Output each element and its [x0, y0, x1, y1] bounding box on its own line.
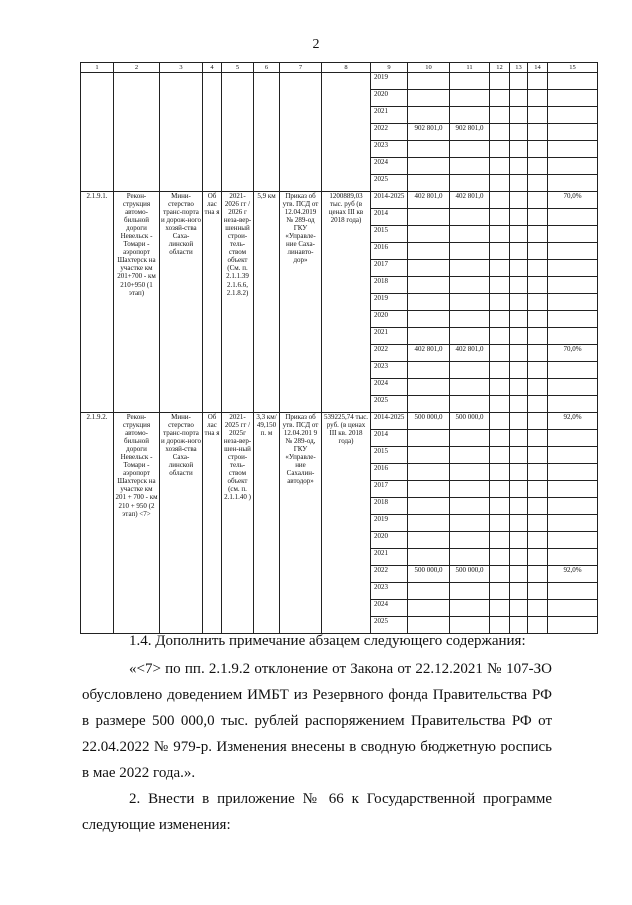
responsible-org: Мини-стерство транс-порта и дорож-ного хозяй-ства Саха-линской области — [160, 413, 203, 634]
empty-cell — [490, 209, 510, 226]
value-cell — [408, 209, 450, 226]
empty-cell — [490, 328, 510, 345]
value-cell — [450, 362, 490, 379]
year-cell: 2022 — [371, 345, 408, 362]
value-cell — [408, 430, 450, 447]
year-cell: 2023 — [371, 362, 408, 379]
percent-cell — [548, 396, 598, 413]
year-cell: 2021 — [371, 549, 408, 566]
value-cell: 402 801,0 — [408, 192, 450, 209]
value-cell — [408, 243, 450, 260]
percent-cell: 92,0% — [548, 566, 598, 583]
percent-cell: 70,0% — [548, 345, 598, 362]
year-cell: 2021 — [371, 107, 408, 124]
empty-cell — [510, 73, 528, 90]
header-row — [81, 63, 598, 73]
value-cell — [450, 447, 490, 464]
year-cell: 2020 — [371, 311, 408, 328]
value-cell — [408, 515, 450, 532]
empty-cell — [528, 430, 548, 447]
empty-cell — [528, 481, 548, 498]
value-cell — [450, 600, 490, 617]
header-cell: 3 — [160, 63, 203, 73]
value-cell — [450, 515, 490, 532]
year-cell: 2014 — [371, 209, 408, 226]
table-row — [81, 413, 598, 430]
percent-cell — [548, 260, 598, 277]
empty-cell — [528, 532, 548, 549]
value-cell — [450, 294, 490, 311]
approval-document: Приказ об утв. ПСД от 12.04.201 9 № 289-од, ГКУ «Управле-ние Сахалин-автодор» — [280, 413, 322, 634]
year-cell: 2018 — [371, 277, 408, 294]
empty-cell — [490, 481, 510, 498]
value-cell — [408, 600, 450, 617]
empty-cell — [528, 362, 548, 379]
empty-cell — [510, 328, 528, 345]
percent-cell: 92,0% — [548, 413, 598, 430]
value-cell — [450, 73, 490, 90]
percent-cell — [548, 294, 598, 311]
value-cell — [450, 90, 490, 107]
ownership-level: Об лас тна я — [203, 192, 222, 413]
construction-period: 2021-2026 гг / 2026 г незa-вер-шенный строи-тель-ством объект (См. п. 2.1.1.39 2.1.6.6, 2.1.8.2) — [222, 192, 254, 413]
value-cell — [408, 311, 450, 328]
empty-cell — [528, 464, 548, 481]
year-cell: 2019 — [371, 515, 408, 532]
empty-cell — [510, 379, 528, 396]
empty-cell — [528, 379, 548, 396]
table-row — [81, 73, 598, 90]
value-cell: 500 000,0 — [450, 413, 490, 430]
percent-cell — [548, 515, 598, 532]
header-cell: 15 — [548, 63, 598, 73]
value-cell — [408, 260, 450, 277]
estimated-cost: 539225,74 тыс. руб. (в ценах III кв. 2018 года) — [322, 413, 371, 634]
empty-cell — [490, 600, 510, 617]
year-cell: 2020 — [371, 532, 408, 549]
empty-cell — [510, 515, 528, 532]
value-cell — [408, 328, 450, 345]
header-cell: 1 — [81, 63, 114, 73]
empty-cell — [490, 192, 510, 209]
value-cell: 402 801,0 — [450, 192, 490, 209]
percent-cell — [548, 328, 598, 345]
empty-cell — [510, 583, 528, 600]
empty-cell — [528, 260, 548, 277]
item-number: 2.1.9.1. — [81, 192, 114, 413]
value-cell — [408, 498, 450, 515]
empty-cell — [490, 90, 510, 107]
value-cell — [408, 107, 450, 124]
empty-cell — [528, 549, 548, 566]
empty-cell — [490, 515, 510, 532]
header-cell: 4 — [203, 63, 222, 73]
value-cell — [408, 532, 450, 549]
year-cell: 2022 — [371, 124, 408, 141]
value-cell — [408, 175, 450, 192]
value-cell: 402 801,0 — [450, 345, 490, 362]
year-cell: 2019 — [371, 73, 408, 90]
paragraph-1-4: 1.4. Дополнить примечание абзацем следующего содержания: — [129, 633, 526, 649]
empty-cell — [490, 532, 510, 549]
empty-cell — [490, 464, 510, 481]
value-cell — [408, 226, 450, 243]
percent-cell — [548, 362, 598, 379]
empty-cell — [528, 158, 548, 175]
empty-cell — [528, 447, 548, 464]
value-cell — [450, 311, 490, 328]
percent-cell — [548, 107, 598, 124]
value-cell — [450, 396, 490, 413]
empty-cell — [510, 447, 528, 464]
cont-cell — [222, 73, 254, 192]
header-cell: 11 — [450, 63, 490, 73]
object-name: Рекон-струкция автомо-бильной дороги Невельск - Томари - аэропорт Шахтерск на участке км 201 + 700 - км 210 + 950 (2 этап) <7> — [114, 413, 160, 634]
empty-cell — [490, 549, 510, 566]
table-row — [81, 192, 598, 209]
cont-cell — [322, 73, 371, 192]
empty-cell — [510, 294, 528, 311]
value-cell — [408, 583, 450, 600]
empty-cell — [510, 260, 528, 277]
percent-cell — [548, 379, 598, 396]
empty-cell — [528, 175, 548, 192]
percent-cell: 70,0% — [548, 192, 598, 209]
value-cell: 500 000,0 — [408, 566, 450, 583]
empty-cell — [528, 396, 548, 413]
empty-cell — [510, 362, 528, 379]
value-cell — [450, 243, 490, 260]
year-cell: 2025 — [371, 396, 408, 413]
empty-cell — [528, 583, 548, 600]
empty-cell — [490, 158, 510, 175]
empty-cell — [510, 124, 528, 141]
page-number: 2 — [312, 37, 320, 52]
empty-cell — [510, 481, 528, 498]
value-cell — [408, 277, 450, 294]
value-cell — [450, 583, 490, 600]
empty-cell — [490, 260, 510, 277]
empty-cell — [510, 566, 528, 583]
year-cell: 2016 — [371, 243, 408, 260]
empty-cell — [510, 158, 528, 175]
year-cell: 2015 — [371, 447, 408, 464]
value-cell — [450, 379, 490, 396]
empty-cell — [510, 532, 528, 549]
year-cell: 2023 — [371, 141, 408, 158]
year-cell: 2014-2025 — [371, 413, 408, 430]
year-cell: 2015 — [371, 226, 408, 243]
empty-cell — [510, 175, 528, 192]
value-cell — [450, 498, 490, 515]
value-cell: 500 000,0 — [408, 413, 450, 430]
value-cell — [450, 175, 490, 192]
year-cell: 2022 — [371, 566, 408, 583]
empty-cell — [490, 396, 510, 413]
percent-cell — [548, 481, 598, 498]
empty-cell — [490, 345, 510, 362]
year-cell: 2020 — [371, 90, 408, 107]
value-cell — [450, 107, 490, 124]
percent-cell — [548, 447, 598, 464]
value-cell — [450, 141, 490, 158]
header-cell: 14 — [528, 63, 548, 73]
construction-period: 2021-2025 гг / 2025г неза-вер-шен-ный строи-тель-ством объект (см. п. 2.1.1.40 ) — [222, 413, 254, 634]
percent-cell — [548, 583, 598, 600]
empty-cell — [490, 294, 510, 311]
cont-cell — [81, 73, 114, 192]
empty-cell — [490, 379, 510, 396]
empty-cell — [528, 600, 548, 617]
percent-cell — [548, 226, 598, 243]
year-cell: 2018 — [371, 498, 408, 515]
value-cell — [450, 260, 490, 277]
year-cell: 2017 — [371, 481, 408, 498]
year-cell: 2016 — [371, 464, 408, 481]
empty-cell — [490, 243, 510, 260]
value-cell — [408, 549, 450, 566]
estimated-cost: 1200889,03 тыс. руб (в ценах III кв 2018 года) — [322, 192, 371, 413]
empty-cell — [510, 413, 528, 430]
value-cell: 500 000,0 — [450, 566, 490, 583]
empty-cell — [490, 277, 510, 294]
cont-cell — [254, 73, 280, 192]
empty-cell — [510, 345, 528, 362]
cont-cell — [280, 73, 322, 192]
header-cell: 12 — [490, 63, 510, 73]
empty-cell — [490, 362, 510, 379]
header-cell: 6 — [254, 63, 280, 73]
percent-cell — [548, 90, 598, 107]
empty-cell — [490, 498, 510, 515]
empty-cell — [490, 124, 510, 141]
value-cell — [408, 447, 450, 464]
paragraph-2: 2. Внести в приложение № 66 к Государственной программе следующие изменения: — [82, 791, 552, 833]
empty-cell — [510, 311, 528, 328]
empty-cell — [490, 583, 510, 600]
empty-cell — [510, 600, 528, 617]
empty-cell — [490, 107, 510, 124]
empty-cell — [490, 447, 510, 464]
responsible-org: Мини-стерство транс-порта и дорож-ного хозяй-ства Саха-линской области — [160, 192, 203, 413]
empty-cell — [528, 311, 548, 328]
paragraph-note-7: «<7> по пп. 2.1.9.2 отклонение от Закона от 22.12.2021 № 107-ЗО обусловлено доведением ИМБТ из Резервного фонда Правительства РФ в размере 500 000,0 тыс. рублей распоряжением Правительства РФ от 22.04.2022 № 979-р. Изменения внесены в сводную бюджетную роспись в мае 2022 года.». — [82, 661, 552, 781]
percent-cell — [548, 464, 598, 481]
empty-cell — [510, 277, 528, 294]
percent-cell — [548, 243, 598, 260]
percent-cell — [548, 141, 598, 158]
empty-cell — [490, 175, 510, 192]
year-cell: 2024 — [371, 158, 408, 175]
empty-cell — [528, 73, 548, 90]
percent-cell — [548, 175, 598, 192]
year-cell: 2014-2025 — [371, 192, 408, 209]
empty-cell — [528, 107, 548, 124]
percent-cell — [548, 498, 598, 515]
empty-cell — [528, 277, 548, 294]
percent-cell — [548, 549, 598, 566]
value-cell — [408, 362, 450, 379]
value-cell — [408, 294, 450, 311]
empty-cell — [528, 141, 548, 158]
percent-cell — [548, 311, 598, 328]
empty-cell — [528, 515, 548, 532]
ownership-level: Об лас тна я — [203, 413, 222, 634]
value-cell — [408, 379, 450, 396]
value-cell — [450, 277, 490, 294]
year-cell: 2021 — [371, 328, 408, 345]
empty-cell — [528, 124, 548, 141]
empty-cell — [528, 226, 548, 243]
empty-cell — [490, 141, 510, 158]
cont-cell — [114, 73, 160, 192]
empty-cell — [510, 209, 528, 226]
header-cell: 2 — [114, 63, 160, 73]
value-cell — [450, 532, 490, 549]
value-cell — [450, 481, 490, 498]
empty-cell — [490, 311, 510, 328]
cont-cell — [160, 73, 203, 192]
program-table — [80, 62, 598, 634]
cont-cell — [203, 73, 222, 192]
year-cell: 2024 — [371, 379, 408, 396]
empty-cell — [490, 226, 510, 243]
empty-cell — [528, 498, 548, 515]
value-cell — [450, 226, 490, 243]
value-cell — [450, 328, 490, 345]
empty-cell — [528, 192, 548, 209]
item-number: 2.1.9.2. — [81, 413, 114, 634]
percent-cell — [548, 430, 598, 447]
year-cell: 2017 — [371, 260, 408, 277]
percent-cell — [548, 277, 598, 294]
empty-cell — [490, 73, 510, 90]
empty-cell — [528, 90, 548, 107]
empty-cell — [510, 226, 528, 243]
empty-cell — [510, 90, 528, 107]
empty-cell — [528, 413, 548, 430]
value-cell — [450, 430, 490, 447]
year-cell: 2023 — [371, 583, 408, 600]
year-cell: 2025 — [371, 175, 408, 192]
percent-cell — [548, 124, 598, 141]
year-cell: 2025 — [371, 617, 408, 634]
empty-cell — [510, 396, 528, 413]
object-name: Рекон-струкция автомо-бильной дороги Невельск - Томари - аэропорт Шахтерск на участке км 201+700 - км 210+950 (1 этап) — [114, 192, 160, 413]
empty-cell — [528, 345, 548, 362]
percent-cell — [548, 600, 598, 617]
empty-cell — [510, 430, 528, 447]
percent-cell — [548, 532, 598, 549]
approval-document: Приказ об утв. ПСД от 12.04.2019 № 289-од ГКУ «Управле-ние Саха-линавто-дор» — [280, 192, 322, 413]
header-cell: 10 — [408, 63, 450, 73]
value-cell: 902 801,0 — [408, 124, 450, 141]
capacity: 3,3 км/ 49,150 п. м — [254, 413, 280, 634]
empty-cell — [510, 141, 528, 158]
percent-cell — [548, 209, 598, 226]
value-cell — [450, 464, 490, 481]
empty-cell — [528, 243, 548, 260]
year-cell: 2014 — [371, 430, 408, 447]
value-cell — [408, 158, 450, 175]
empty-cell — [510, 107, 528, 124]
percent-cell — [548, 73, 598, 90]
empty-cell — [528, 566, 548, 583]
value-cell — [408, 73, 450, 90]
percent-cell — [548, 158, 598, 175]
empty-cell — [490, 566, 510, 583]
value-cell — [450, 549, 490, 566]
value-cell — [450, 158, 490, 175]
empty-cell — [510, 243, 528, 260]
percent-cell — [548, 617, 598, 634]
value-cell: 402 801,0 — [408, 345, 450, 362]
header-cell: 8 — [322, 63, 371, 73]
value-cell — [408, 90, 450, 107]
header-cell: 13 — [510, 63, 528, 73]
year-cell: 2019 — [371, 294, 408, 311]
capacity: 5,9 км — [254, 192, 280, 413]
year-cell: 2024 — [371, 600, 408, 617]
empty-cell — [528, 294, 548, 311]
empty-cell — [510, 498, 528, 515]
empty-cell — [510, 464, 528, 481]
value-cell — [408, 464, 450, 481]
empty-cell — [510, 549, 528, 566]
value-cell — [408, 481, 450, 498]
empty-cell — [528, 328, 548, 345]
empty-cell — [490, 413, 510, 430]
header-cell: 7 — [280, 63, 322, 73]
empty-cell — [510, 192, 528, 209]
value-cell — [408, 396, 450, 413]
empty-cell — [490, 430, 510, 447]
value-cell — [450, 209, 490, 226]
empty-cell — [528, 209, 548, 226]
value-cell: 902 801,0 — [450, 124, 490, 141]
value-cell — [408, 141, 450, 158]
header-cell: 9 — [371, 63, 408, 73]
header-cell: 5 — [222, 63, 254, 73]
